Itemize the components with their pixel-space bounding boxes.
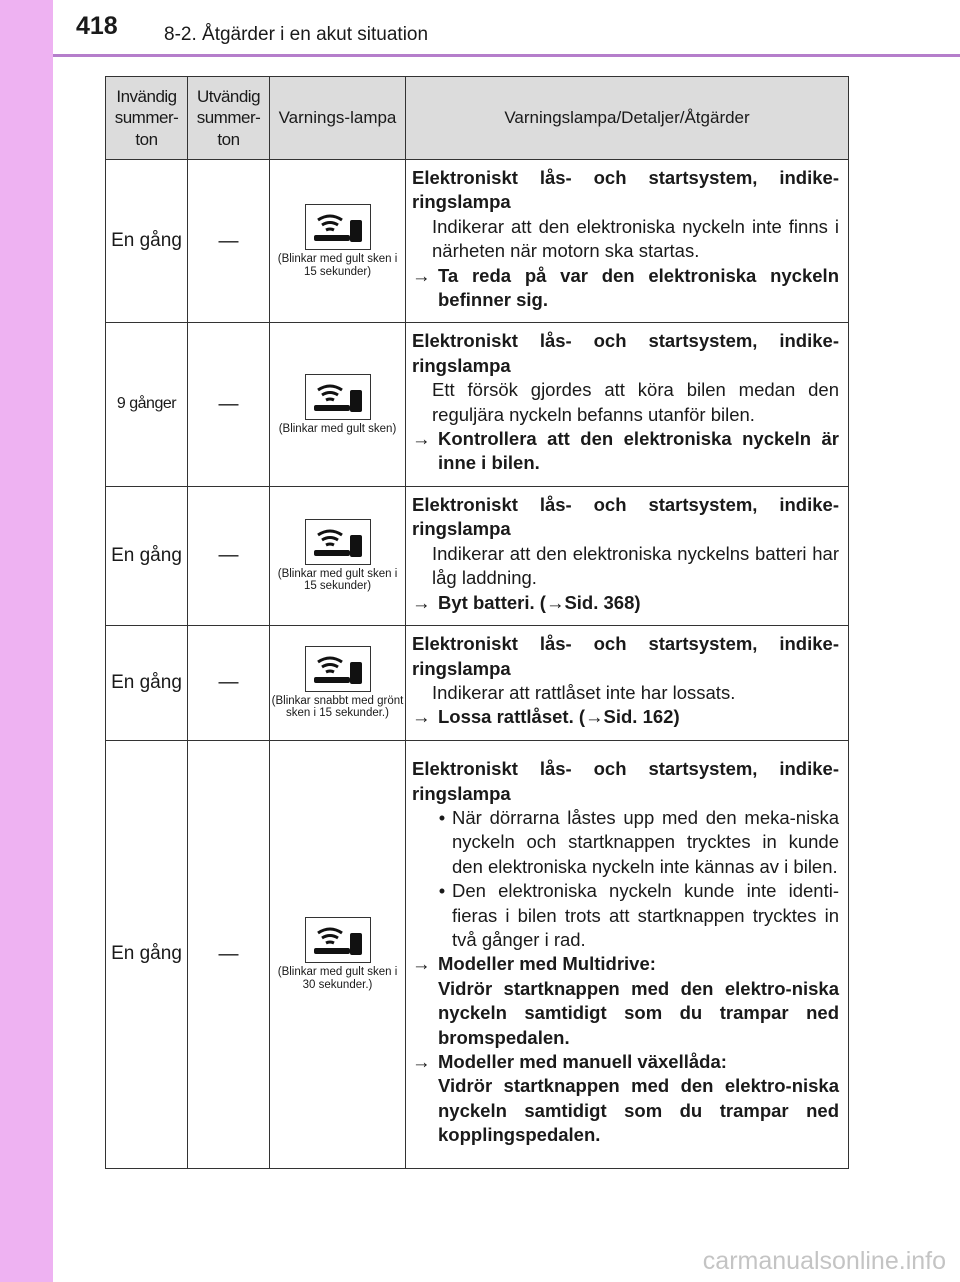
arrow-icon: → xyxy=(412,953,431,975)
action-item xyxy=(412,427,839,476)
outer-buzzer-cell: — xyxy=(188,323,270,486)
action-item xyxy=(412,591,839,615)
header-rule xyxy=(53,54,960,57)
page-ref: Sid. 162) xyxy=(603,706,680,728)
lamp-cell xyxy=(270,486,406,625)
bullet-item xyxy=(412,879,839,952)
bullet-text: Den elektroniska nyckeln kunde inte identi-fieras i bilen trots att startknappen trycktes in två gånger i rad. xyxy=(452,880,839,950)
arrow-icon: → xyxy=(412,428,431,450)
lamp-title: Elektroniskt lås- och startsystem, indike-ringslampa xyxy=(412,167,839,213)
bullet-dot-icon: • xyxy=(438,880,446,902)
inner-buzzer-cell: 9 gånger xyxy=(106,323,188,486)
bullet-text: När dörrarna låstes upp med den meka-niska nyckeln och startknappen trycktes in kunde den elektroniska nyckeln inte kännas av i bilen. xyxy=(452,806,839,877)
header-outer-buzzer: Utvändig summer-ton xyxy=(188,77,270,160)
smart-key-warning-icon xyxy=(305,204,371,250)
lamp-cell xyxy=(270,160,406,323)
lamp-cell xyxy=(270,740,406,1168)
arrow-icon: → xyxy=(412,706,431,728)
smart-key-warning-icon xyxy=(305,374,371,420)
details-cell xyxy=(406,625,849,740)
inner-buzzer-cell: En gång xyxy=(106,486,188,625)
inner-buzzer-cell: En gång xyxy=(106,740,188,1168)
lamp-title: Elektroniskt lås- och startsystem, indike-ringslampa xyxy=(412,633,839,679)
inner-buzzer-cell: En gång xyxy=(106,625,188,740)
action-text: Vidrör startknappen med den elektro-niska nyckeln samtidigt som du trampar ned kopplingspedalen. xyxy=(438,1075,839,1146)
page-number: 418 xyxy=(76,12,118,40)
lamp-note: (Blinkar snabbt med grönt sken i 15 sekunder.) xyxy=(271,694,404,720)
warning-table xyxy=(105,76,849,1169)
table-row xyxy=(106,486,849,625)
header-warning-lamp: Varnings-lampa xyxy=(270,77,406,160)
action-item xyxy=(412,264,839,313)
arrow-icon: → xyxy=(412,1051,431,1073)
watermark: carmanualsonline.info xyxy=(702,1247,946,1275)
details-cell xyxy=(406,486,849,625)
smart-key-warning-icon xyxy=(305,917,371,963)
table-header-row xyxy=(106,77,849,160)
action-text: Vidrör startknappen med den elektro-niska nyckeln samtidigt som du trampar ned bromspedalen. xyxy=(438,977,839,1048)
outer-buzzer-cell: — xyxy=(188,160,270,323)
lamp-title: Elektroniskt lås- och startsystem, indike-ringslampa xyxy=(412,493,839,540)
arrow-icon: → xyxy=(412,264,431,286)
header-details: Varningslampa/Detaljer/Åtgärder xyxy=(406,77,849,160)
lamp-note: (Blinkar med gult sken) xyxy=(278,422,397,435)
table-row xyxy=(106,160,849,323)
action-label: Modeller med Multidrive: xyxy=(438,953,656,975)
chapter-title: 8-2. Åtgärder i en akut situation xyxy=(164,24,429,45)
outer-buzzer-cell: — xyxy=(188,486,270,625)
action-item xyxy=(412,705,839,729)
action-text: Byt batteri. ( xyxy=(438,591,546,613)
bullet-dot-icon: • xyxy=(438,806,446,828)
lamp-cell xyxy=(270,625,406,740)
details-cell xyxy=(406,740,849,1168)
lamp-description: Indikerar att den elektroniska nyckeln inte finns i närheten när motorn ska startas. xyxy=(432,215,839,262)
action-item xyxy=(412,952,839,1050)
page-ref-arrow-icon: → xyxy=(585,706,604,728)
lamp-title: Elektroniskt lås- och startsystem, indike-ringslampa xyxy=(412,758,839,804)
lamp-description: Ett försök gjordes att köra bilen medan den reguljära nyckeln befanns utanför bilen. xyxy=(432,379,839,425)
lamp-note: (Blinkar med gult sken i 30 sekunder.) xyxy=(277,966,398,991)
outer-buzzer-cell: — xyxy=(188,740,270,1168)
header-inner-buzzer: Invändig summer-ton xyxy=(106,77,188,160)
action-text: Lossa rattlåset. ( xyxy=(438,706,586,728)
lamp-note: (Blinkar med gult sken i 15 sekunder) xyxy=(277,567,398,593)
bullet-item xyxy=(412,806,839,879)
action-text: Ta reda på var den elektroniska nyckeln befinner sig. xyxy=(438,264,839,311)
side-tab-band xyxy=(0,0,53,1282)
lamp-description: Indikerar att den elektroniska nyckelns batteri har låg laddning. xyxy=(432,542,839,589)
table-row xyxy=(106,740,849,1168)
details-cell xyxy=(406,160,849,323)
lamp-note: (Blinkar med gult sken i 15 sekunder) xyxy=(277,252,398,278)
page-ref: Sid. 368) xyxy=(564,591,641,613)
outer-buzzer-cell: — xyxy=(188,625,270,740)
inner-buzzer-cell: En gång xyxy=(106,160,188,323)
action-item xyxy=(412,1050,839,1148)
lamp-description: Indikerar att rattlåset inte har lossats. xyxy=(432,681,736,703)
smart-key-warning-icon xyxy=(305,519,371,565)
details-cell xyxy=(406,323,849,486)
table-row xyxy=(106,323,849,486)
lamp-cell xyxy=(270,323,406,486)
action-label: Modeller med manuell växellåda: xyxy=(438,1051,727,1073)
arrow-icon: → xyxy=(412,591,431,613)
smart-key-warning-icon xyxy=(305,646,371,692)
page-ref-arrow-icon: → xyxy=(545,591,565,613)
lamp-title: Elektroniskt lås- och startsystem, indike-ringslampa xyxy=(412,330,839,376)
table-row xyxy=(106,625,849,740)
action-text: Kontrollera att den elektroniska nyckeln är inne i bilen. xyxy=(438,428,839,474)
